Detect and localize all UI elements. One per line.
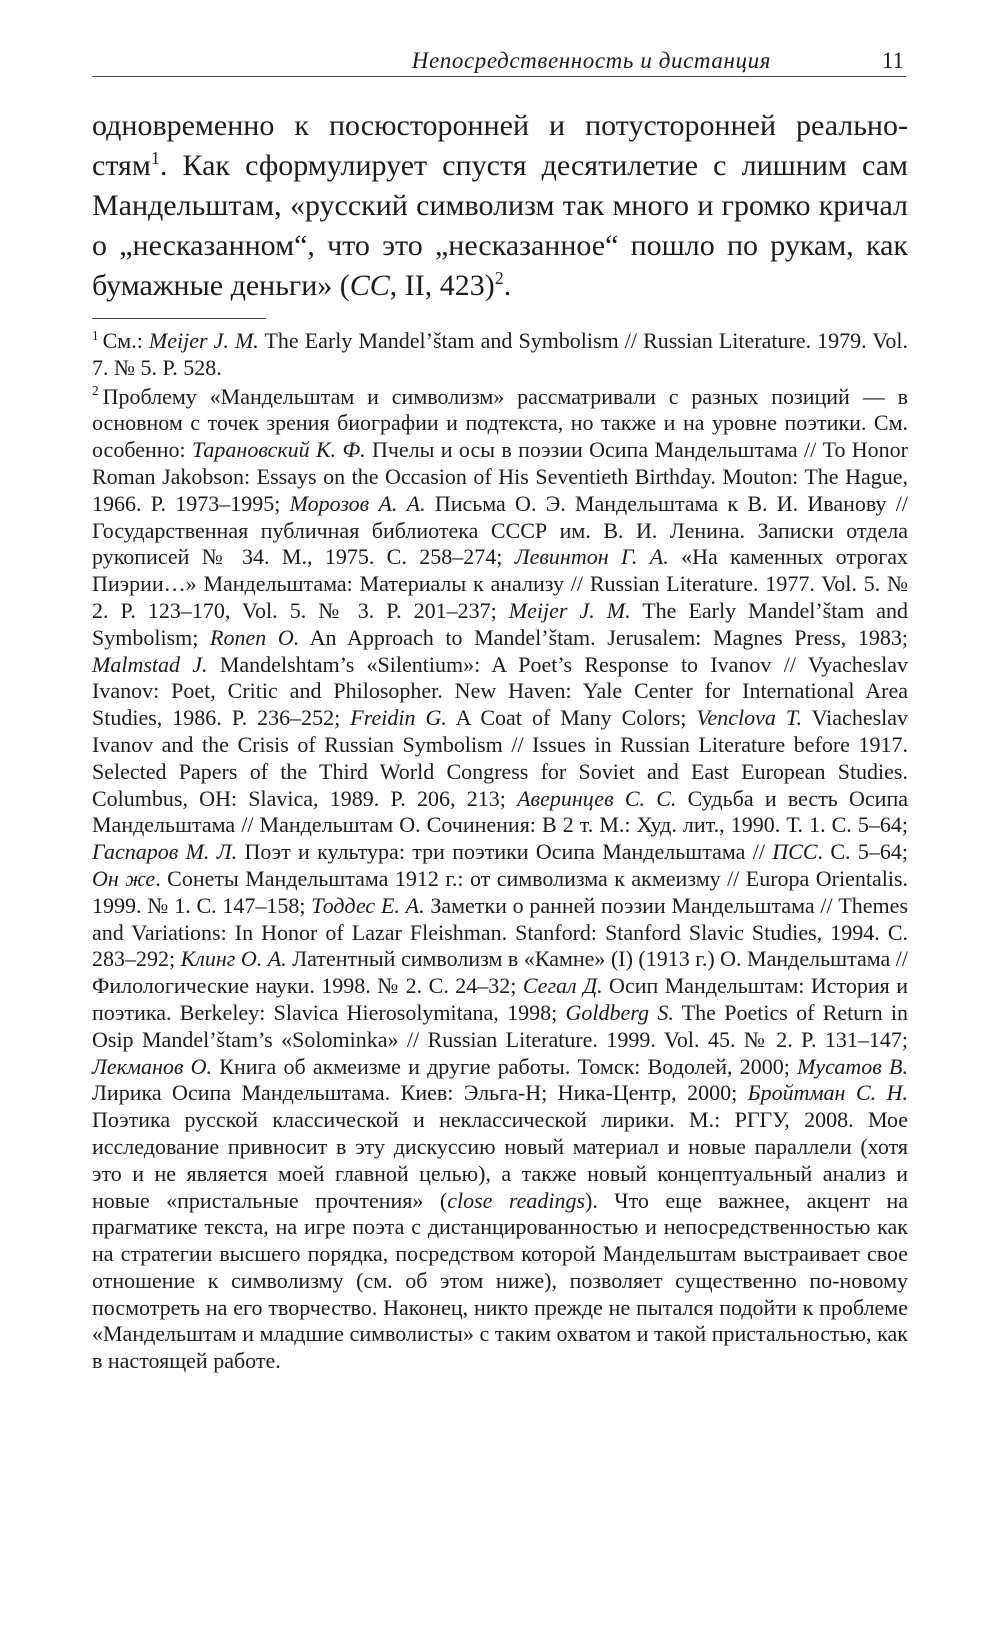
page-number: 11 [881,48,904,73]
italic-span: Freidin G. [350,705,447,731]
text-span: . Сонеты Мандельштама 1912 г.: от символизма к акмеизму // Europa Orientalis. 1999. № 1. С. 147–158; [92,865,908,918]
italic-span: Морозов А. А. [289,490,426,516]
text-span: The Early Mandel’štam and Symbolism // Russian Literature. 1979. Vol. 7. № 5. P. 528. [92,328,908,380]
italic-span: Тоддес Е. А. [311,892,425,918]
text-span: Письма О. Э. Мандельштама к В. И. Иванову // Государственная публичная библиотека СССР им. В. И. Ленина. Записки отдела рукописей № 34. М., 1975. С. 258–274; [92,490,908,570]
text-span: Латентный символизм в «Камне» (I) (1913 г.) О. Мандельштама // Филологические науки. 1998. № 2. С. 24–32; [92,946,908,999]
text-span: Поэт и культура: три поэтики Осипа Мандельштама // [237,839,773,865]
text-span: Mandelshtam’s «Silentium»: A Poet’s Response to Ivanov // Vyacheslav Ivanov: Poet, Critic and Philosopher. New Haven: Yale Center for International Area Studies, 1986. P. 236–252; [92,651,909,731]
main-paragraph [92,106,908,306]
text-span: A Coat of Many Colors; [446,705,697,731]
italic-span: Клинг О. А. [180,946,287,972]
italic-span: Сегал Д. [522,973,603,999]
footnote-1 [92,328,908,382]
text-span: An Approach to Mandel’štam. Jerusalem: Magnes Press, 1983; [299,624,908,650]
italic-span: Goldberg S. [565,999,674,1025]
text-span: Осип Мандельштам: История и поэтика. Berkeley: Slavica Hierosolymitana, 1998; [92,973,908,1025]
footnote-marker: 1 [92,327,99,343]
text-span: См.: [102,328,149,353]
text-span: Заметки о ранней поэзии Мандельштама // Themes and Variations: In Honor of Lazar Fleishman. Stanford: Stanford Slavic Studies, 1994. С. 283–292; [92,892,909,972]
italic-span: Мусатов В. [797,1053,908,1079]
italic-span: Аверинцев С. С. [517,785,677,811]
footnote-reference: 2 [494,268,504,288]
italic-span: Гаспаров М. Л. [92,839,238,865]
italic-span: Тарановский К. Ф. [191,437,366,463]
italic-span: Meijer J. M. [508,597,631,623]
text-span: The Poetics of Return in Osip Mandel’štam’s «Solominka» // Russian Literature. 1999. Vol. 45. № 2. P. 131–147; [92,999,908,1052]
text-span: Пчелы и осы в поэзии Осипа Мандельштама // To Honor Roman Jakobson: Essays on the Occasion of His Seventieth Birthday. Mouton: The Hague, 1966. P. 1973–1995; [92,437,908,516]
text-span: . [503,269,512,302]
italic-span: Malmstad J. [92,651,208,677]
text-span: ). Что еще важнее, акцент на прагматике текста, на игре поэта с дистанцированностью и непосредственностью как на стратегии высшего порядка, посредством которой Мандельштам выстраивает свое отношение к символизму (см. об этом ниже), позволяет существенно по-новому посмотреть на его творчество. Наконец, никто прежде не пытался подойти к проблеме «Мандельштам и младшие символисты» с таким охватом и такой пристальностью, как в настоящей работе. [92,1187,908,1374]
italic-span: ПСС [772,839,818,865]
text-span: . С. 5–64; [817,839,908,865]
text-span: Поэтика русской классической и неклассической лирики. М.: РГГУ, 2008. Мое исследование привносит в эту дискуссию новый материал и новые параллели (хотя это и не является моей главной целью), а также новый концептуальный анализ и новые «пристальные прочтения» ( [92,1107,908,1213]
text-span: Viacheslav Ivanov and the Crisis of Russian Symbolism // Issues in Russian Literature before 1917. Selected Papers of the Third World Congress for Soviet and East European Studies. Columbus, OH: Slavica, 1989. P. 206, 213; [92,705,909,811]
italic-span: Он же [92,865,156,891]
footnote-marker: 2 [92,383,99,399]
italic-span: close readings [447,1187,586,1213]
running-title: Непосредственность и дистанция [411,48,771,73]
italic-span: Venclova T. [696,705,802,731]
italic-span: Ronen O. [210,624,300,650]
text-span: «На каменных отрогах Пиэрии…» Мандельштама: Материалы к анализу // Russian Literature. 1977. Vol. 5. № 2. P. 123–170, Vol. 5. № 3. P. 201–237; [92,544,908,623]
text-span: Книга об акмеизме и другие работы. Томск: Водолей, 2000; [212,1053,798,1079]
text-span: Проблему «Мандельштам и символизм» рассматривали с разных позиций — в основном с точек зрения биографии и подтекста, но также и на уровне поэтики. См. особенно: [92,383,908,463]
footnote-2 [92,384,908,1375]
italic-span: Левинтон Г. А. [514,544,669,570]
italic-span: Meijer J. M. [148,328,259,353]
text-span: Лирика Осипа Мандельштама. Киев: Эльга-Н; Ника-Центр, 2000; [92,1080,748,1106]
italic-span: Лекманов О. [92,1053,213,1079]
text-span: одновременно к посюсторонней и потусторонней реальностям [92,109,908,182]
text-span: Судьба и весть Осипа Мандельштама // Мандельштам О. Сочинения: В 2 т. М.: Худ. лит., 1990. Т. 1. С. 5–64; [92,785,908,838]
text-span: The Early Mandel’štam and Symbolism; [92,597,908,650]
running-head [92,44,906,77]
footnote-divider [92,318,266,319]
text-span: , II, 423) [389,269,495,302]
italic-span: СС [349,269,390,302]
italic-span: Бройтман С. Н. [747,1080,908,1106]
footnote-reference: 1 [150,148,160,168]
text-span: . Как сформулирует спустя десятилетие с лишним сам Мандельштам, «русский символизм так много и громко кричал о „несказанном“, что это „несказанное“ пошло по рукам, как бумажные деньги» ( [92,149,908,302]
footnotes [92,328,908,1375]
